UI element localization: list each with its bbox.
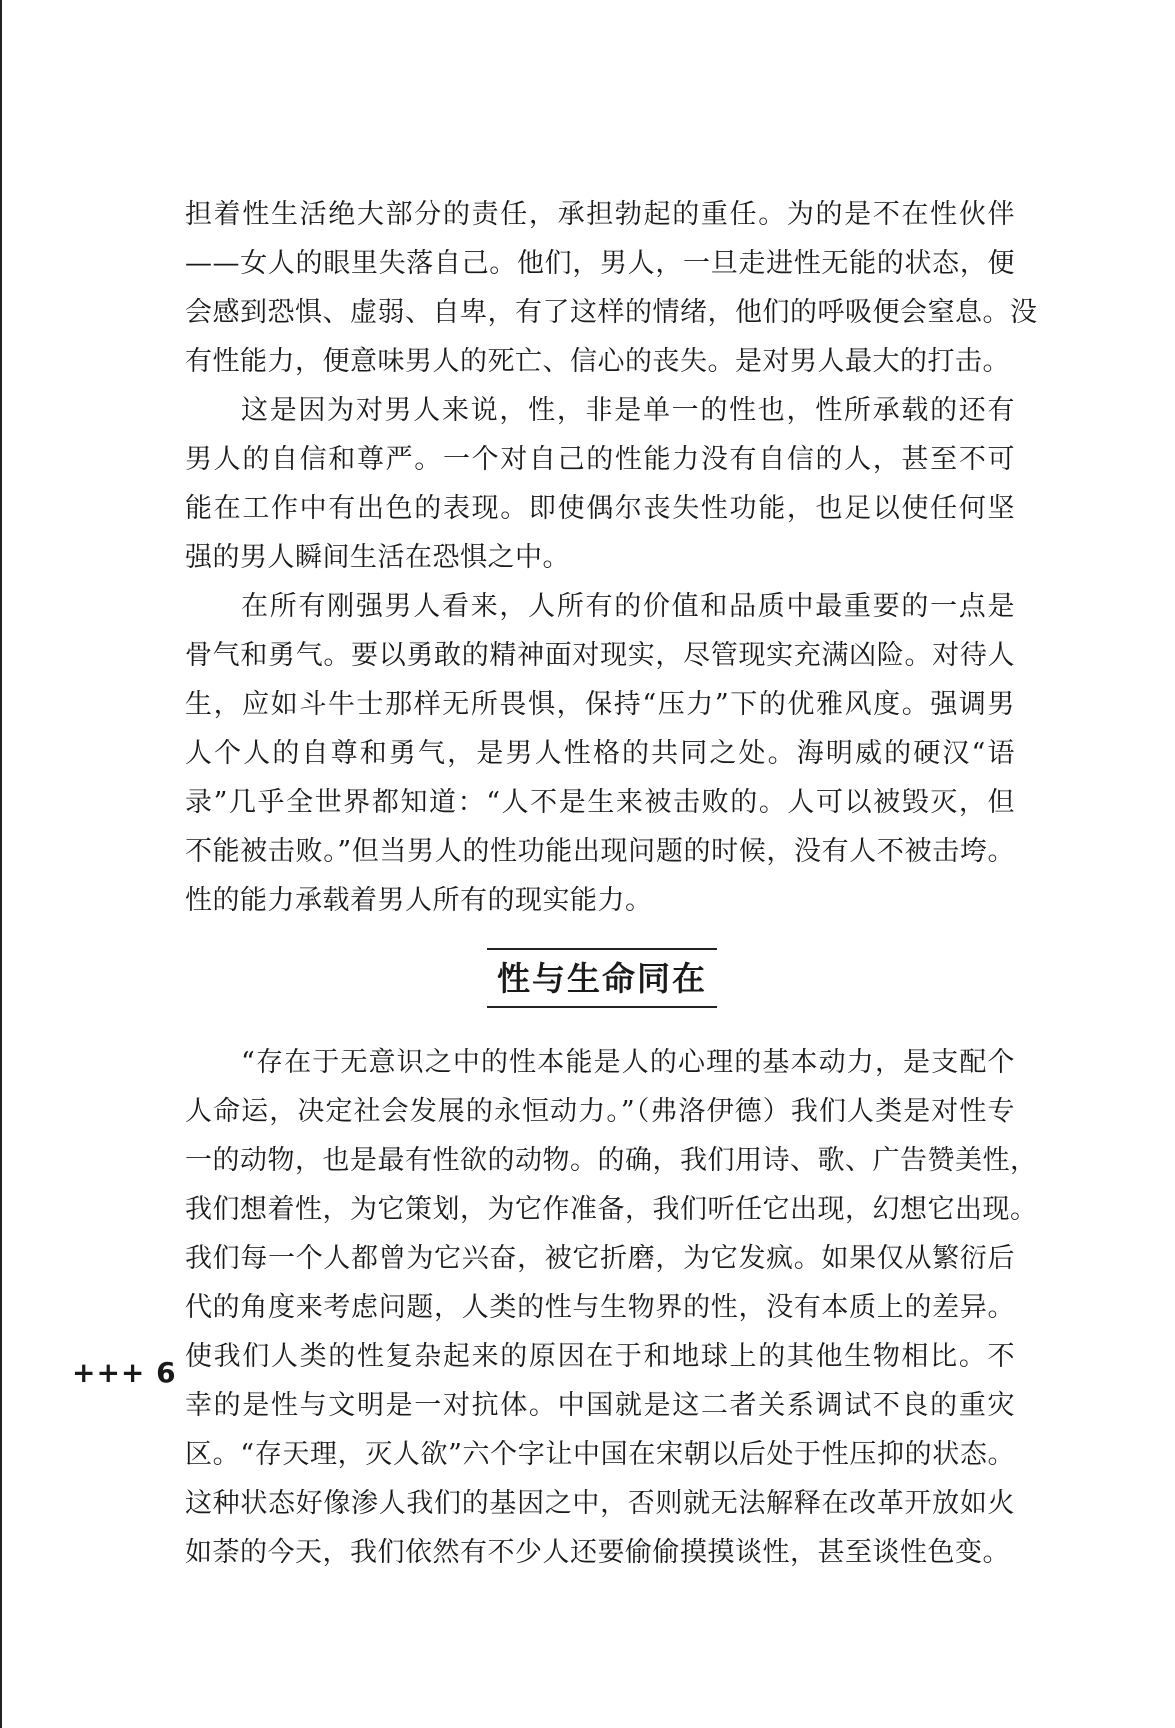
section-heading-frame	[487, 948, 717, 1008]
text-line: 不能被击败。”但当男人的性功能出现问题的时候，没有人不被击垮。	[185, 836, 1015, 867]
text-line: 使我们人类的性复杂起来的原因在于和地球上的其他生物相比。不	[185, 1341, 1015, 1372]
text-line: 录”几乎全世界都知道：“人不是生来被击败的。人可以被毁灭，但	[185, 787, 1015, 818]
text-line: 担着性生活绝大部分的责任，承担勃起的重任。为的是不在性伙伴	[185, 199, 1015, 230]
text-line: 我们每一个人都曾为它兴奋，被它折磨，为它发疯。如果仅从繁衍后	[185, 1243, 1015, 1274]
text-line: 有性能力，便意味男人的死亡、信心的丧失。是对男人最大的打击。	[185, 346, 1010, 377]
section-heading: 性与生命同在	[497, 959, 707, 998]
text-line: 幸的是性与文明是一对抗体。中国就是这二者关系调试不良的重灾	[185, 1390, 1015, 1421]
text-line: 这是因为对男人来说，性，非是单一的性也，性所承载的还有	[241, 395, 1015, 426]
text-line: 如荼的今天，我们依然有不少人还要偷偷摸摸谈性，甚至谈性色变。	[185, 1537, 1010, 1568]
text-line: 代的角度来考虑问题，人类的性与生物界的性，没有本质上的差异。	[185, 1292, 1015, 1323]
section-1	[185, 190, 1038, 925]
page-number: +++ 6	[72, 1356, 177, 1389]
text-line: 强的男人瞬间生活在恐惧之中。	[185, 542, 570, 573]
text-line: 性的能力承载着男人所有的现实能力。	[185, 885, 653, 916]
text-line: 一的动物，也是最有性欲的动物。的确，我们用诗、歌、广告赞美性，	[185, 1145, 1038, 1176]
text-line: ——女人的眼里失落自己。他们，男人，一旦走进性无能的状态，便	[185, 248, 1015, 279]
text-line: 能在工作中有出色的表现。即使偶尔丧失性功能，也足以使任何坚	[185, 493, 1015, 524]
text-line: 区。“存天理，灭人欲”六个字让中国在宋朝以后处于性压抑的状态。	[185, 1439, 1015, 1470]
text-line: “存在于无意识之中的性本能是人的心理的基本动力，是支配个	[241, 1047, 1015, 1078]
text-line: 人命运，决定社会发展的永恒动力。”（弗洛伊德）我们人类是对性专	[185, 1096, 1015, 1127]
text-line: 会感到恐惧、虚弱、自卑，有了这样的情绪，他们的呼吸便会窒息。没	[185, 297, 1038, 328]
section-2	[185, 1038, 1038, 1577]
text-line: 男人的自信和尊严。一个对自己的性能力没有自信的人，甚至不可	[185, 444, 1015, 475]
text-line: 在所有刚强男人看来，人所有的价值和品质中最重要的一点是	[241, 591, 1015, 622]
text-line: 这种状态好像渗人我们的基因之中，否则就无法解释在改革开放如火	[185, 1488, 1015, 1519]
text-line: 生，应如斗牛士那样无所畏惧，保持“压力”下的优雅风度。强调男	[185, 689, 1015, 720]
text-line: 我们想着性，为它策划，为它作准备，我们听任它出现，幻想它出现。	[185, 1194, 1038, 1225]
text-line: 骨气和勇气。要以勇敢的精神面对现实，尽管现实充满凶险。对待人	[185, 640, 1015, 671]
text-line: 人个人的自尊和勇气，是男人性格的共同之处。海明威的硬汉“语	[185, 738, 1015, 769]
